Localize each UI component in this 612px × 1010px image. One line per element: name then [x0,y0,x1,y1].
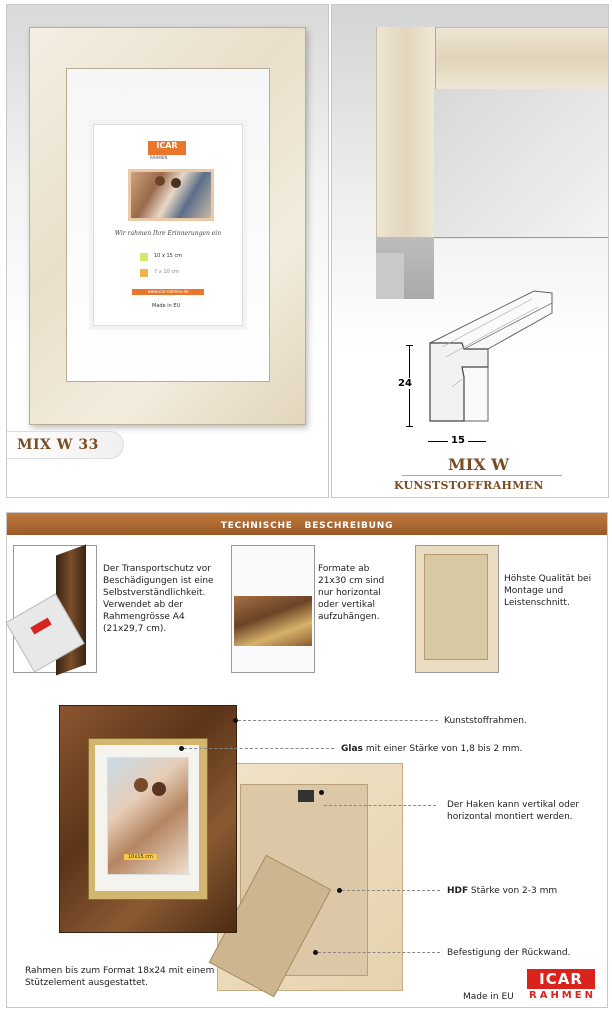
brown-frame-mat [95,745,199,891]
callout-hdf: Stärke von 2-3 mm [468,886,558,896]
model-label-tab [7,431,124,459]
stand-note: Rahmen bis zum Format 18x24 mit einem Stützelement ausgestattet. [25,966,215,988]
frame-corner-side [376,27,436,237]
frame-front-view [29,27,306,425]
frame-inner-mirror [434,89,608,239]
insert-card [93,124,243,326]
callout-glass-bold: Glas [341,744,363,754]
callout-hdf-bold: HDF [447,886,469,896]
hook [298,790,314,802]
dim-height: 24 [398,378,412,389]
profile-name: MIX W [448,455,510,474]
tech-header-bar [7,513,607,535]
front-photo [107,757,189,875]
product-photo-panel [6,4,329,498]
insert-logo: ICAR [148,141,186,155]
brown-frame [59,705,237,933]
feature2-text: Formate ab 21x30 cm sind nur horizontal oder vertikal aufzuhängen. [318,564,385,622]
leader-hook [324,805,436,806]
leader-back [318,952,440,953]
icar-logo: ICAR RAHMEN [529,970,596,1001]
brown-frame-gold [88,738,208,900]
dot-hook [319,790,324,795]
photo-label: 10x15 cm [124,854,157,860]
frame-mat [66,68,270,382]
insert-size-big: 10 x 15 cm [154,253,183,259]
feature3-text: Höhste Qualität bei Montage und Leistenschnitt. [504,574,592,608]
leader-glass [184,748,334,749]
tech-section [6,512,608,1008]
insert-logo-sub: RAHMEN [150,155,168,160]
insert-size-small: 7 x 10 cm [154,269,179,275]
footer-made-in: Made in EU [463,992,514,1002]
size-swatch-small [140,269,148,277]
insert-made-in: Made in EU [152,303,181,309]
feature1-text: Der Transportschutz vor Beschädigungen ist eine Selbstverständlichkeit. Verwendet ab der Rahmengrösse A4 (21x29,7 cm). [103,564,214,634]
profile-material: KUNSTSTOFFRAHMEN [394,479,544,492]
dim-width: 15 [448,435,468,446]
callout-hook: Der Haken kann vertikal oder horizontal montiert werden. [447,800,580,822]
insert-url-bar: www.icar-rahmen.de [132,289,204,295]
insert-photo [128,169,214,221]
model-label: MIX W 33 [17,437,99,453]
callout-back: Befestigung der Rückwand. [447,948,571,958]
insert-script-text: Wir rahmen Ihre Erinnerungen ein [114,230,222,237]
size-swatch-big [140,253,148,261]
feature1-image [13,545,97,673]
profile-sketch [402,287,602,437]
callout-frame: Kunststoffrahmen. [444,716,527,726]
feature2-image [231,545,315,673]
feature3-image [415,545,499,673]
tech-header: TECHNISCHE BESCHREIBUNG [220,521,394,531]
profile-panel [331,4,609,498]
callout-glass: mit einer Stärke von 1,8 bis 2 mm. [363,744,523,754]
leader-hdf [342,890,440,891]
leader-frame [238,720,438,721]
